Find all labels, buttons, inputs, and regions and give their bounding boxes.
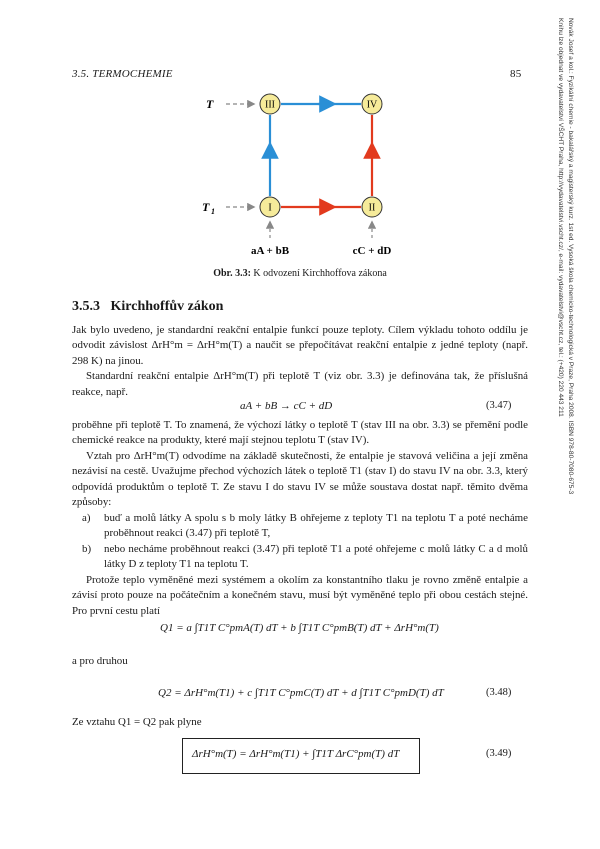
list-item-b-label: b) bbox=[82, 542, 92, 555]
list-item bbox=[82, 511, 528, 542]
equation-q2: Q2 = ΔrH°m(T1) + c ∫T1T C°pmC(T) dT + d ∫T1T C°pmD(T) dT bbox=[158, 687, 444, 699]
label-reactants: aA + bB bbox=[250, 245, 290, 257]
label-T1: T bbox=[202, 200, 210, 214]
side-note-citation: Novák Josef a kol.: Fyzikální chemie - bakalářský a magisterský kurz. 1st ed. Vysoká škola chemicko-technologická v Praze, Praha 2008. ISBN 978-80-7080-675-3 bbox=[567, 18, 574, 495]
label-products: cC + dD bbox=[352, 245, 392, 257]
body-text-heat bbox=[72, 573, 528, 619]
kirchhoff-cycle-diagram bbox=[190, 88, 430, 258]
equation-q1: Q1 = a ∫T1T C°pmA(T) dT + b ∫T1T C°pmB(T) dT + ΔrH°m(T) bbox=[160, 622, 439, 634]
text-therefore: Ze vztahu Q1 = Q2 pak plyne bbox=[72, 716, 202, 728]
body-text-top bbox=[72, 323, 528, 400]
body-text-middle bbox=[72, 418, 528, 510]
side-note-ordering: Knihu lze objednat ve vydavatelství VŠCHT Praha, http://vydavatelstvi.vscht.cz/, e-mail: vydavatelstvi@vscht.cz, tel.: (+420) 220 443 211 bbox=[557, 18, 564, 417]
label-T1-subscript: 1 bbox=[211, 207, 215, 216]
caption-text: K odvození Kirchhoffova zákona bbox=[250, 268, 387, 279]
paragraph-intro: Jak bylo uvedeno, je standardní reakční entalpie funkcí pouze teploty. Cílem výkladu tohoto oddílu je odvodit závislost ΔrH°m = ΔrH°m(T) a naučit se přepočítávat reakční entalpie z jedné teploty (např. 298 K) na jinou. bbox=[72, 324, 528, 367]
section-number: 3.5.3 bbox=[72, 299, 100, 314]
figure-caption bbox=[72, 268, 528, 279]
equation-3-49: ΔrH°m(T) = ΔrH°m(T1) + ∫T1T ΔrC°pm(T) dT bbox=[192, 748, 400, 760]
equation-3-49-number: (3.49) bbox=[486, 748, 512, 759]
list-item-b-text: nebo necháme proběhnout reakci (3.47) při teplotě T1 a poté ohřejeme c molů látky C a d molů látky D z teploty T1 na teplotu T. bbox=[104, 542, 528, 571]
paragraph-path: Vztah pro ΔrH°m(T) odvodíme na základě skutečnosti, že entalpie je stavová veličina a její změna nezávisí na cestě. Uvažujme přechod výchozích látek o teplotě T1 (stav I) do stavu IV na obr. 3.3, který odpovídá produktům o teplotě T. Ze stavu I do stavu IV se může soustava dostat např. těmito dvěma způsoby: bbox=[72, 449, 528, 509]
page-number: 85 bbox=[510, 68, 522, 80]
list-paths bbox=[82, 511, 528, 573]
section-heading bbox=[72, 299, 223, 315]
node-IV-label: IV bbox=[366, 99, 378, 111]
node-III-label: III bbox=[265, 99, 275, 111]
label-T: T bbox=[206, 97, 214, 111]
equation-3-48-number: (3.48) bbox=[486, 687, 512, 698]
running-header: 3.5. TERMOCHEMIE bbox=[72, 68, 173, 80]
node-I-label: I bbox=[268, 202, 272, 214]
equation-3-47-number: (3.47) bbox=[486, 400, 512, 411]
text-second-path: a pro druhou bbox=[72, 655, 128, 667]
caption-label: Obr. 3.3: bbox=[213, 268, 251, 279]
paragraph-state: proběhne při teplotě T. To znamená, že výchozí látky o teplotě T (stav III na obr. 3.3) se přemění podle chemické reakce na produkty, které mají stejnou teplotu T (stav IV). bbox=[72, 419, 528, 447]
list-item bbox=[82, 542, 528, 573]
paragraph-definition: Standardní reakční entalpie ΔrH°m(T) při teplotě T (viz obr. 3.3) je definována tak, že příslušná reakce, např. bbox=[72, 370, 528, 398]
equation-3-47: aA + bB → cC + dD bbox=[240, 400, 333, 412]
list-item-a-text: buď a molů látky A spolu s b moly látky B ohřejeme z teploty T1 na teplotu T a poté necháme proběhnout reakci (3.47) při teplotě T, bbox=[104, 512, 528, 540]
node-II-label: II bbox=[368, 202, 376, 214]
paragraph-heat: Protože teplo vyměněné mezi systémem a okolím za konstantního tlaku je rovno změně entalpie a závisí proto pouze na počátečním a konečném stavu, musí být vyměněné teplo při obou cestách stejné. Pro první cestu platí bbox=[72, 574, 528, 617]
list-item-a-label: a) bbox=[82, 512, 91, 524]
section-title: Kirchhoffův zákon bbox=[110, 299, 224, 314]
